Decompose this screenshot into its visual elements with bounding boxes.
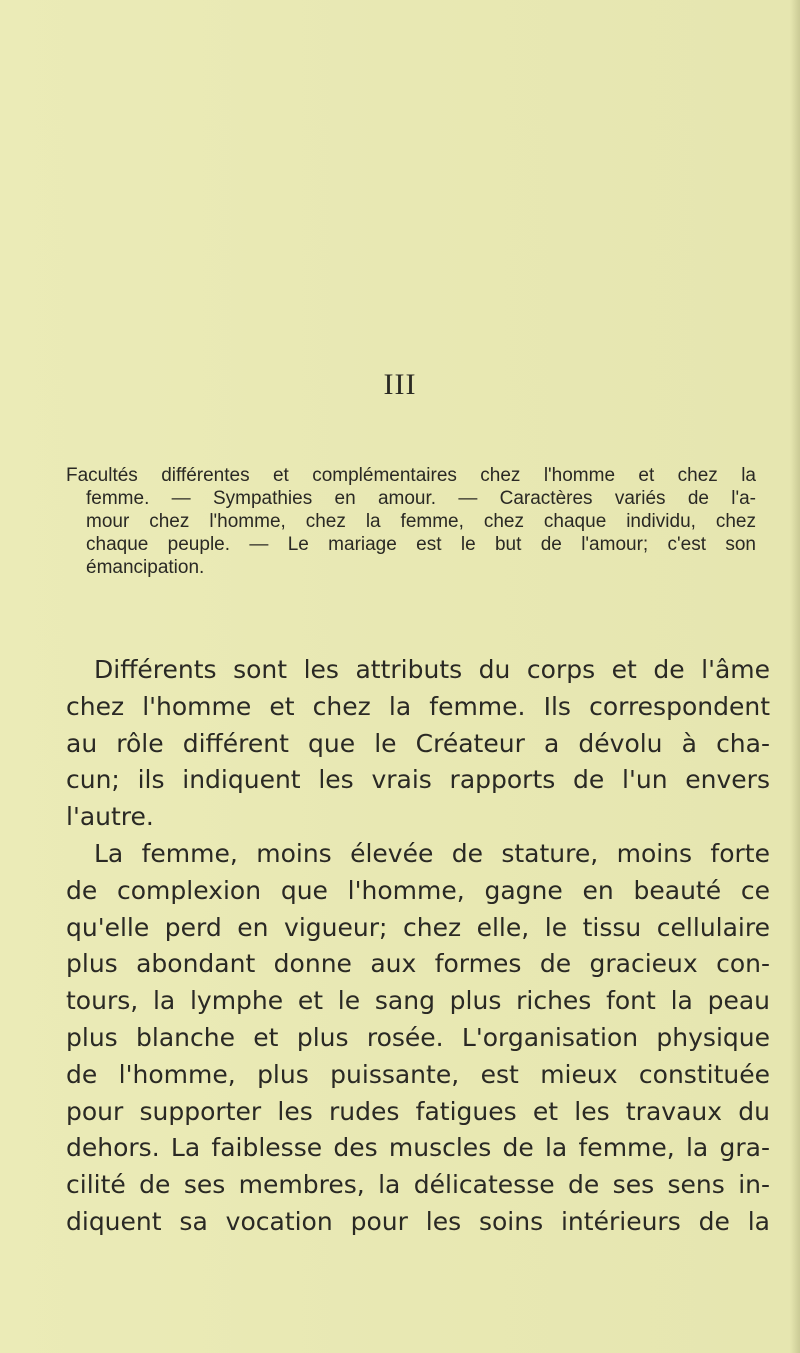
body-line: de l'homme, plus puissante, est mieux constituée	[66, 1059, 770, 1089]
body-line: diquent sa vocation pour les soins intérieurs de la	[66, 1206, 770, 1236]
body-line: de complexion que l'homme, gagne en beauté ce	[66, 875, 770, 905]
body-line: dehors. La faiblesse des muscles de la femme, la gra-	[66, 1133, 770, 1163]
summary-line: femme. — Sympathies en amour. — Caractères variés de l'a-	[86, 488, 756, 509]
summary-line: chaque peuple. — Le mariage est le but de l'amour; c'est son	[86, 534, 756, 555]
body-line: qu'elle perd en vigueur; chez elle, le tissu cellulaire	[66, 912, 770, 942]
body-line: l'autre.	[66, 802, 154, 832]
body-line: plus abondant donne aux formes de gracieux con-	[66, 949, 770, 979]
body-line: au rôle différent que le Créateur a dévolu à cha-	[66, 728, 770, 758]
chapter-body	[66, 652, 770, 1241]
body-line: tours, la lymphe et le sang plus riches font la peau	[66, 986, 770, 1016]
body-line: Différents sont les attributs du corps et de l'âme	[94, 655, 770, 684]
summary-line: émancipation.	[86, 557, 205, 578]
body-line: cilité de ses membres, la délicatesse de ses sens in-	[66, 1170, 770, 1200]
summary-line: Facultés différentes et complémentaires chez l'homme et chez la	[66, 465, 756, 486]
body-line: cun; ils indiquent les vrais rapports de l'un envers	[66, 765, 770, 795]
body-line: chez l'homme et chez la femme. Ils correspondent	[66, 691, 770, 721]
chapter-number: III	[383, 368, 417, 401]
body-line: plus blanche et plus rosée. L'organisation physique	[66, 1022, 770, 1052]
body-line: pour supporter les rudes fatigues et les travaux du	[66, 1096, 770, 1126]
body-line: La femme, moins élevée de stature, moins forte	[94, 838, 770, 868]
summary-line: mour chez l'homme, chez la femme, chez chaque individu, chez	[86, 511, 756, 532]
chapter-summary	[66, 464, 756, 579]
page-edge-shadow	[790, 0, 800, 1353]
